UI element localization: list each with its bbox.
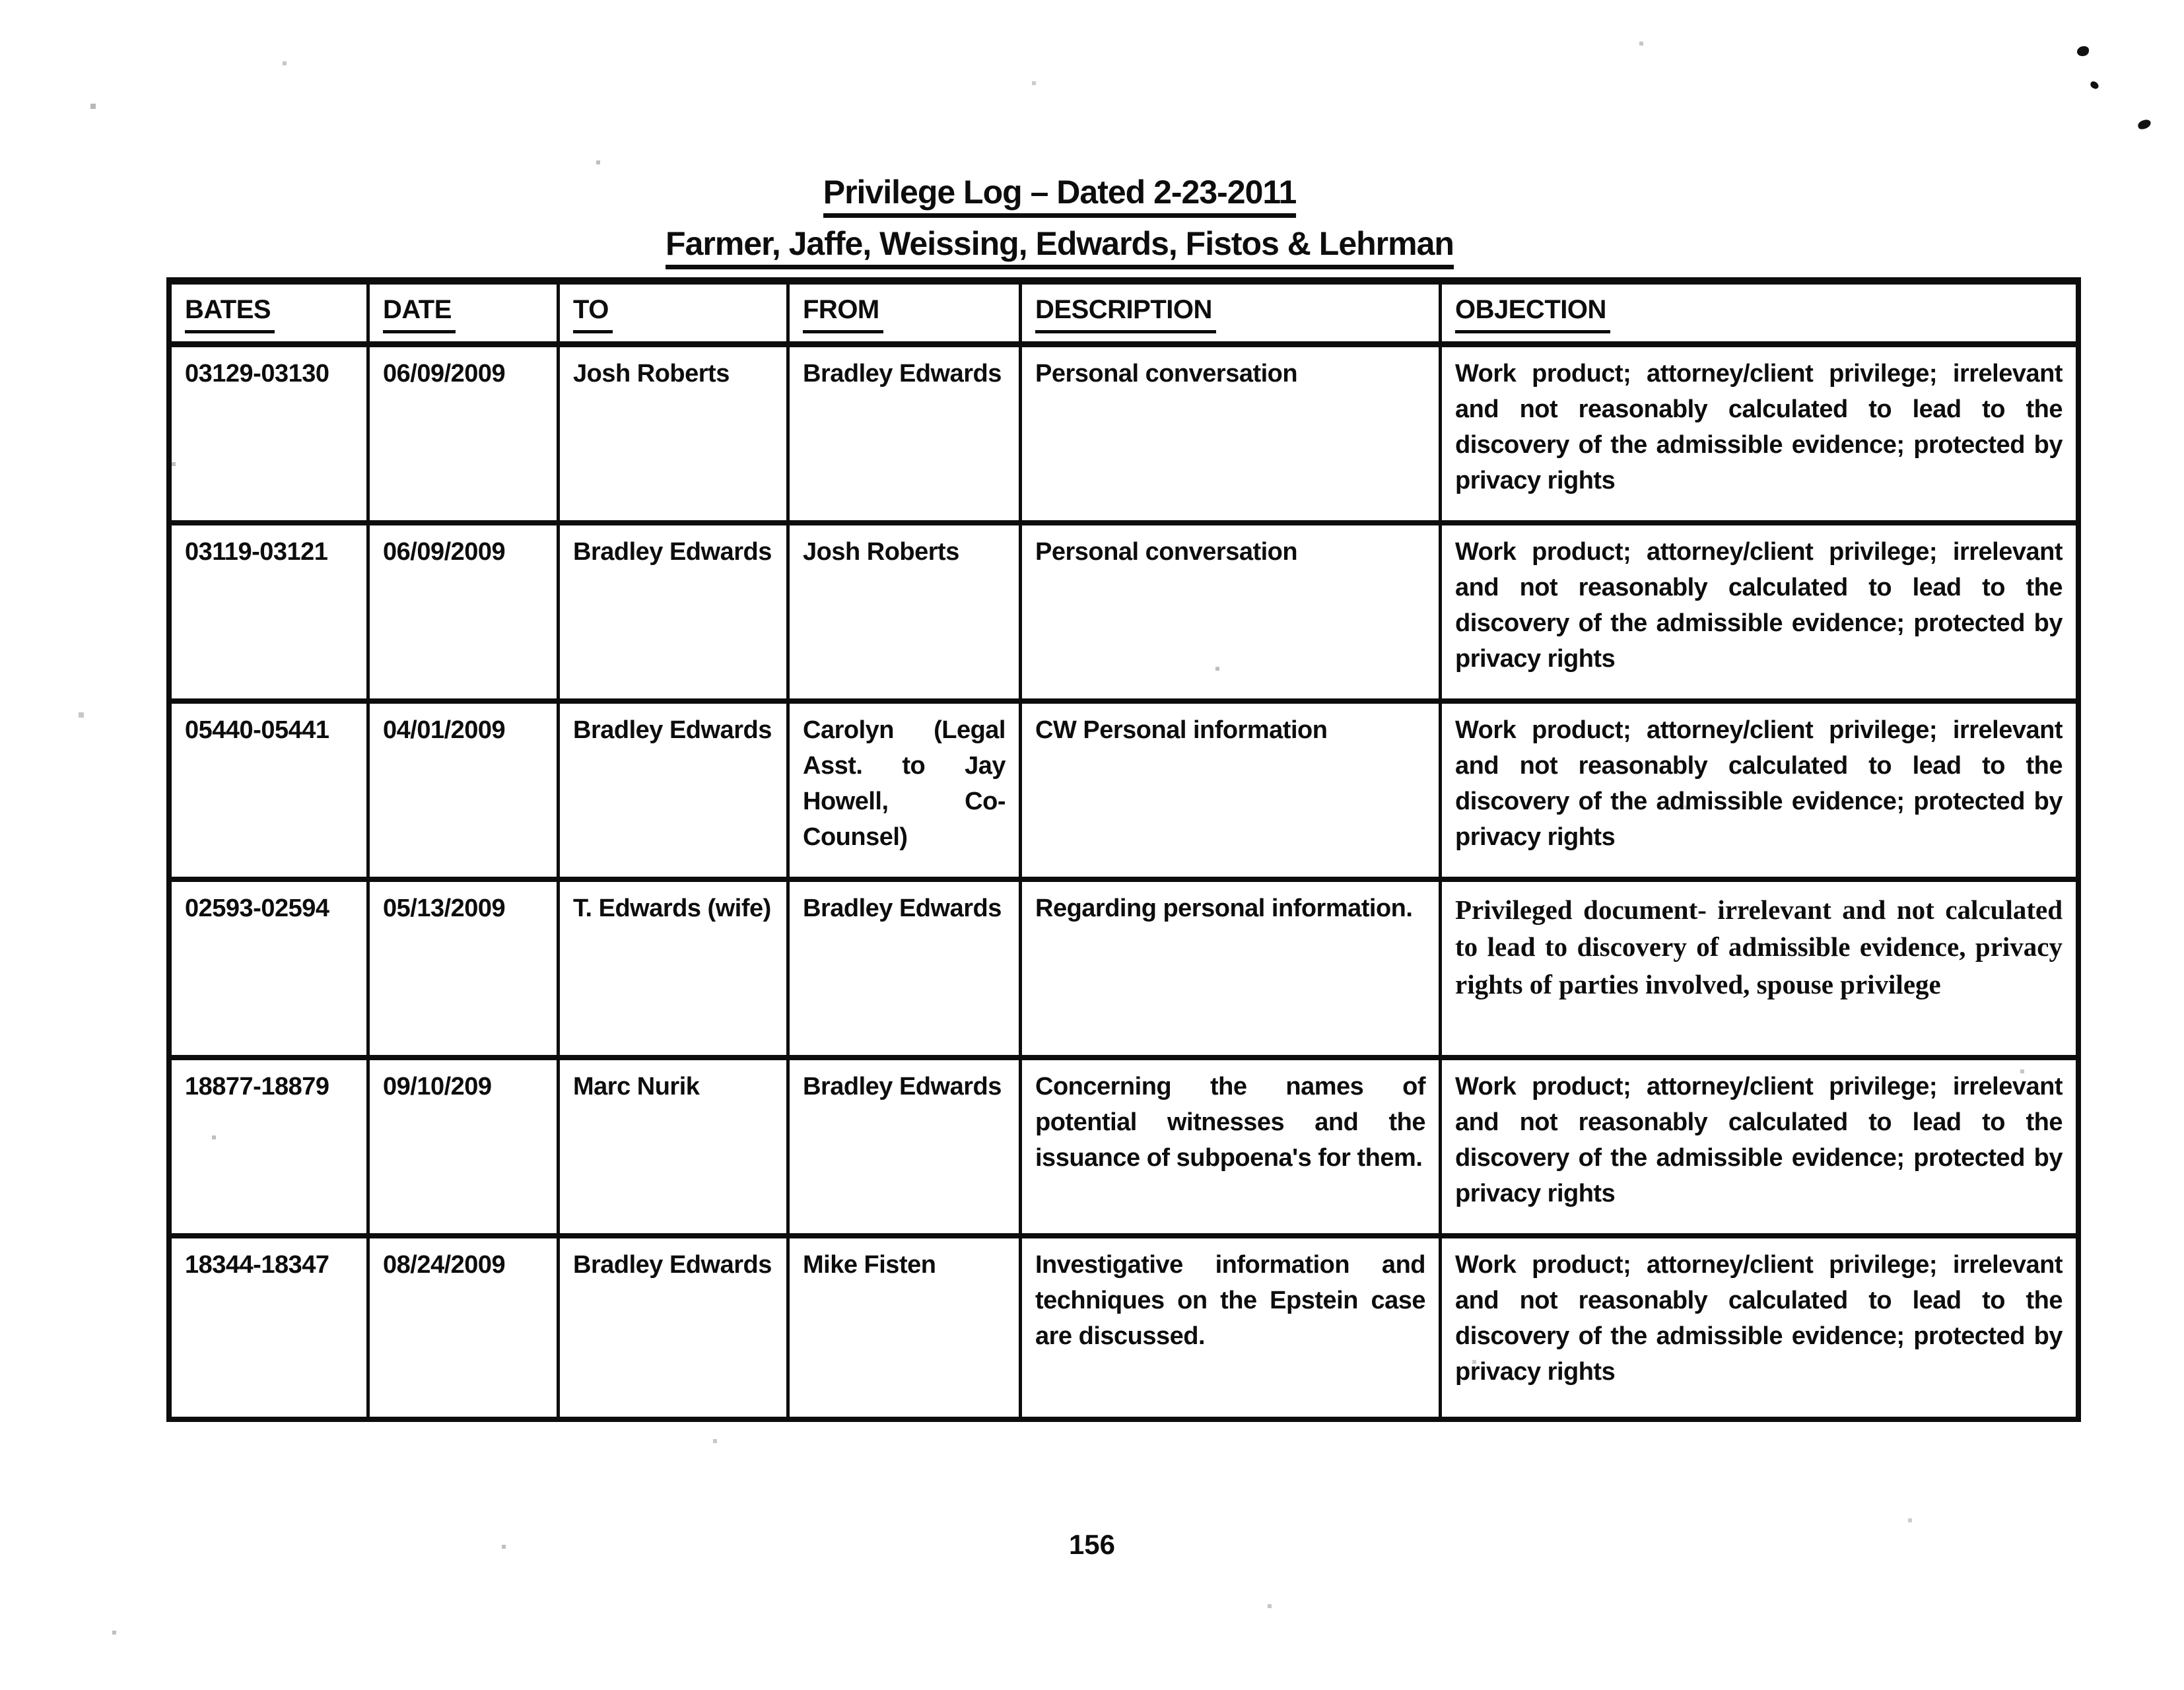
description-cell: Investigative information and techniques on the Epstein case are discussed. — [1022, 1238, 1442, 1417]
scan-artifact — [2089, 81, 2099, 90]
column-header-bates: BATES — [172, 285, 370, 341]
description-cell: CW Personal information — [1022, 704, 1442, 877]
date-cell: 06/09/2009 — [370, 525, 560, 698]
objection-cell: Work product; attorney/client privilege; irrelevant and not reasonably calculated to lead to the discovery of the admissible evidence; protected by privacy rights — [1455, 1250, 2063, 1386]
table-header-row — [172, 285, 2076, 347]
column-header-from: FROM — [790, 285, 1022, 341]
table-row — [172, 347, 2076, 525]
table-row — [172, 882, 2076, 1060]
from-cell: Bradley Edwards — [790, 882, 1022, 1055]
page-number: 156 — [1068, 1529, 1116, 1560]
to-cell: Bradley Edwards — [560, 704, 790, 877]
date-cell: 09/10/209 — [370, 1060, 560, 1233]
description-cell: Personal conversation — [1022, 525, 1442, 698]
column-header-description: DESCRIPTION — [1022, 285, 1442, 341]
column-header-to: TO — [560, 285, 790, 341]
from-cell: Carolyn (Legal Asst. to Jay Howell, Co-Counsel) — [790, 704, 1022, 877]
document-subtitle: Farmer, Jaffe, Weissing, Edwards, Fistos & Lehrman — [665, 224, 1454, 269]
to-cell: Josh Roberts — [560, 347, 790, 520]
to-cell: T. Edwards (wife) — [560, 882, 790, 1055]
column-header-objection: OBJECTION — [1442, 285, 2076, 341]
description-cell: Regarding personal information. — [1022, 882, 1442, 1055]
bates-cell: 18344-18347 — [172, 1238, 370, 1417]
description-cell: Personal conversation — [1022, 347, 1442, 520]
date-cell: 06/09/2009 — [370, 347, 560, 520]
table-row — [172, 1238, 2076, 1417]
document-title: Privilege Log – Dated 2-23-2011 — [823, 173, 1297, 218]
objection-cell: Work product; attorney/client privilege; irrelevant and not reasonably calculated to lead to the discovery of the admissible evidence; protected by privacy rights — [1455, 537, 2063, 673]
objection-cell: Work product; attorney/client privilege; irrelevant and not reasonably calculated to lead to the discovery of the admissible evidence; protected by privacy rights — [1455, 1072, 2063, 1207]
from-cell: Bradley Edwards — [790, 1060, 1022, 1233]
date-cell: 08/24/2009 — [370, 1238, 560, 1417]
from-cell: Mike Fisten — [790, 1238, 1022, 1417]
to-cell: Marc Nurik — [560, 1060, 790, 1233]
table-row — [172, 1060, 2076, 1238]
table-row — [172, 525, 2076, 704]
scan-artifact — [2137, 119, 2152, 131]
bates-cell: 03119-03121 — [172, 525, 370, 698]
to-cell: Bradley Edwards — [560, 1238, 790, 1417]
scan-artifact — [0, 0, 1, 1]
objection-cell: Work product; attorney/client privilege; irrelevant and not reasonably calculated to lead to the discovery of the admissible evidence; protected by privacy rights — [1455, 359, 2063, 494]
scan-artifact — [2077, 46, 2089, 56]
from-cell: Bradley Edwards — [790, 347, 1022, 520]
date-cell: 05/13/2009 — [370, 882, 560, 1055]
column-header-date: DATE — [370, 285, 560, 341]
bates-cell: 02593-02594 — [172, 882, 370, 1055]
document-heading — [665, 173, 1454, 269]
table-row — [172, 704, 2076, 882]
bates-cell: 05440-05441 — [172, 704, 370, 877]
bates-cell: 03129-03130 — [172, 347, 370, 520]
objection-cell: Privileged document- irrelevant and not calculated to lead to discovery of admissible evidence, privacy rights of parties involved, spouse privilege — [1455, 894, 2063, 999]
date-cell: 04/01/2009 — [370, 704, 560, 877]
from-cell: Josh Roberts — [790, 525, 1022, 698]
to-cell: Bradley Edwards — [560, 525, 790, 698]
objection-cell: Work product; attorney/client privilege; irrelevant and not reasonably calculated to lead to the discovery of the admissible evidence; protected by privacy rights — [1455, 716, 2063, 851]
privilege-log-table — [166, 277, 2081, 1422]
description-cell: Concerning the names of potential witnesses and the issuance of subpoena's for them. — [1022, 1060, 1442, 1233]
bates-cell: 18877-18879 — [172, 1060, 370, 1233]
